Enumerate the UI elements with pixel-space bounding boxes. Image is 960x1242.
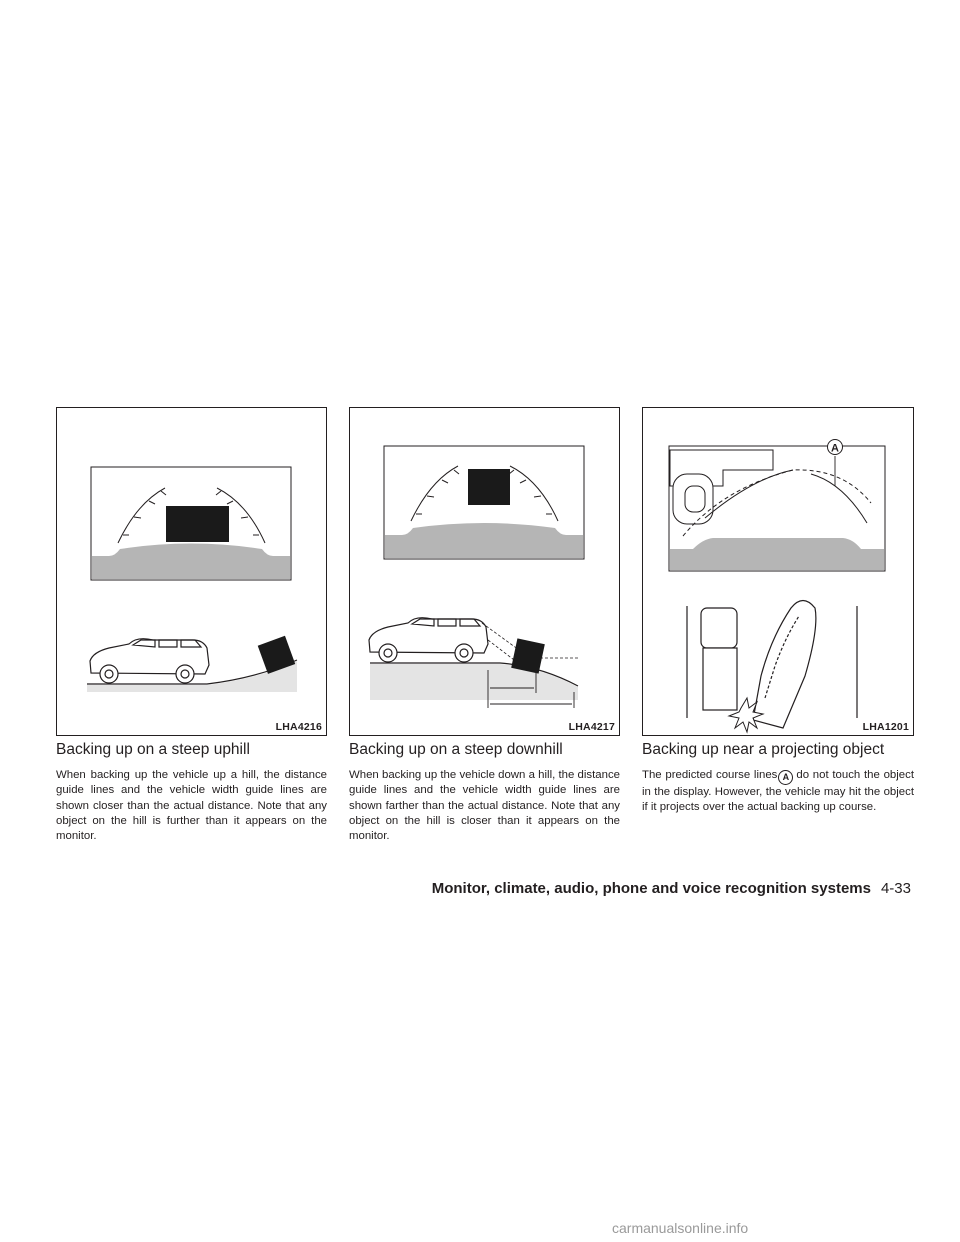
- heading-uphill: Backing up on a steep uphill: [56, 741, 250, 758]
- uphill-illustration: [57, 408, 327, 736]
- figure-downhill: [349, 407, 620, 736]
- car-side-view: [369, 618, 530, 663]
- page-footer: [432, 880, 911, 897]
- figure-uphill: [56, 407, 327, 736]
- heading-projecting-object: Backing up near a projecting object: [642, 741, 885, 758]
- monitor-display: [384, 446, 584, 559]
- chapter-title: Monitor, climate, audio, phone and voice recognition systems: [431, 880, 871, 897]
- car-side-view: [90, 639, 209, 683]
- figure-code: LHA4217: [568, 721, 615, 733]
- callout-a-icon: A: [778, 770, 793, 785]
- figure-code: LHA1201: [862, 721, 909, 733]
- body-downhill: When backing up the vehicle down a hill, the distance guide lines and the vehicle width guide lines are shown farther than the actual distance. Note that any object on the hill is closer than it appears on the monitor.: [349, 769, 620, 843]
- figure-code: LHA4216: [275, 721, 322, 733]
- body-text-part-2: do not touch the object in the display. However, the vehicle may hit the object if it projects over the actual backing up course.: [642, 769, 914, 814]
- body-projecting-object: [642, 768, 914, 816]
- page-number: 4-33: [880, 880, 911, 897]
- body-text-part-1: The predicted course lines: [642, 769, 778, 781]
- watermark: carmanualsonline.info: [612, 1220, 749, 1236]
- parking-plan-view: [687, 601, 857, 733]
- figure-label-a: A: [831, 442, 839, 455]
- projecting-object-illustration: [643, 408, 914, 736]
- monitor-display: [669, 440, 885, 572]
- downhill-illustration: [350, 408, 620, 736]
- heading-downhill: Backing up on a steep downhill: [349, 741, 563, 758]
- body-uphill: When backing up the vehicle up a hill, the distance guide lines and the vehicle width guide lines are shown closer than the actual distance. Note that any object on the hill is further than it appears on the monitor.: [56, 769, 327, 843]
- monitor-display: [91, 467, 291, 580]
- figure-projecting-object: [642, 407, 914, 736]
